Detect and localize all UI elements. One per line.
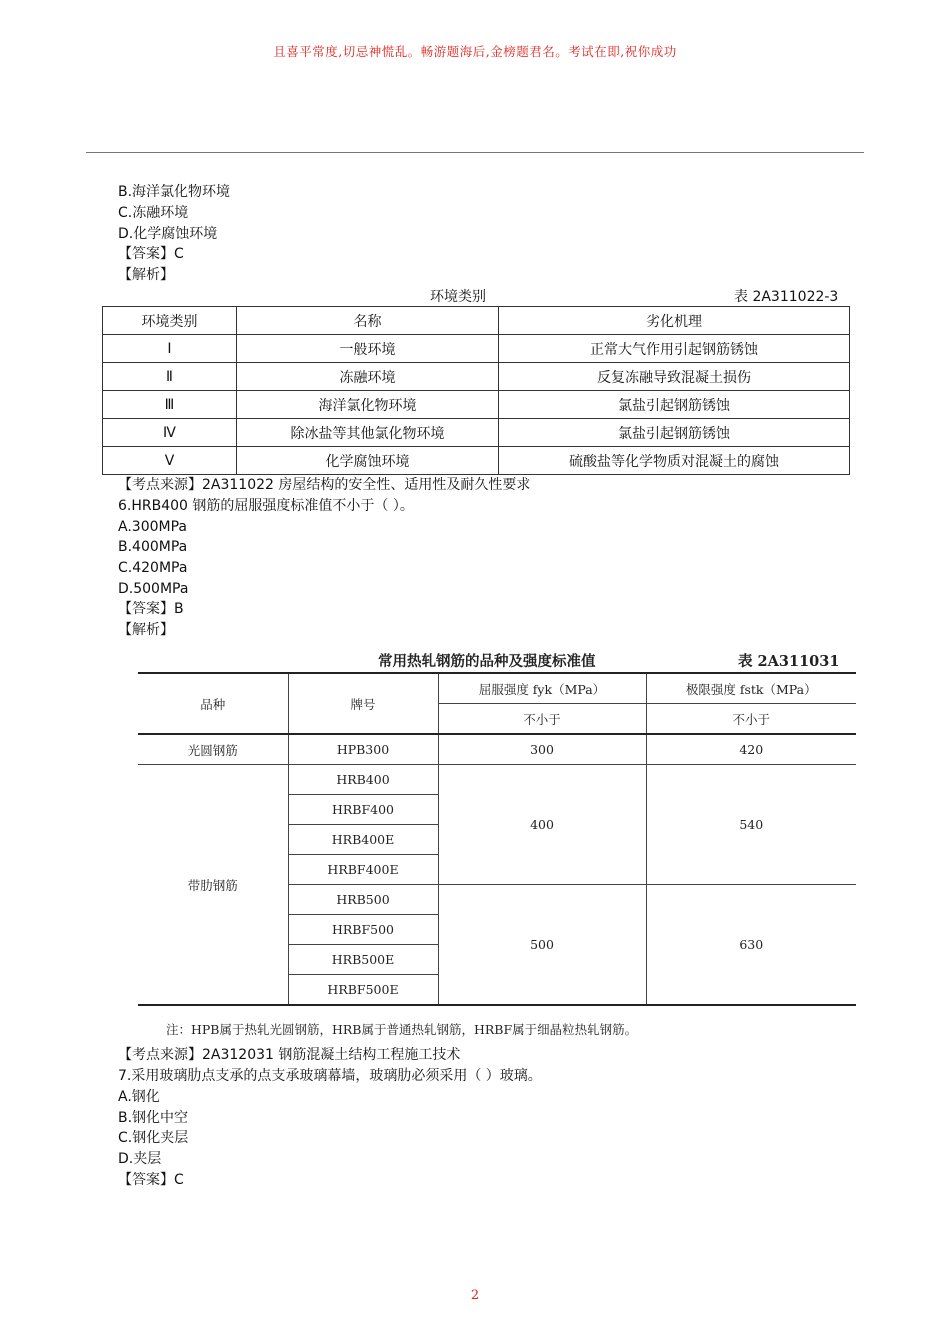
col-header: 环境类别 <box>103 307 237 335</box>
environment-category-table <box>102 306 850 475</box>
q5-source: 【考点来源】2A311022 房屋结构的安全性、适用性及耐久性要求 <box>118 477 531 493</box>
header-divider <box>86 152 864 153</box>
table-row <box>103 335 850 363</box>
q7-question: 7.采用玻璃肋点支承的点支承玻璃幕墙，玻璃肋必须采用（ ）玻璃。 <box>118 1068 542 1084</box>
table-cell: 反复冻融导致混凝土损伤 <box>499 363 850 391</box>
rebar-strength-table <box>138 672 856 1006</box>
table-cell: 除冰盐等其他氯化物环境 <box>237 419 499 447</box>
table-header-row <box>103 307 850 335</box>
table-cell: HRBF400 <box>288 795 438 825</box>
col-header: 劣化机理 <box>499 307 850 335</box>
table-cell: 420 <box>646 734 856 765</box>
table-cell: 海洋氯化物环境 <box>237 391 499 419</box>
q7-answer: 【答案】C <box>118 1172 184 1188</box>
table-cell: 300 <box>438 734 646 765</box>
table-row <box>103 363 850 391</box>
q6-question: 6.HRB400 钢筋的屈服强度标准值不小于（ ）。 <box>118 498 414 514</box>
table-cell: HRBF500 <box>288 915 438 945</box>
page-number: 2 <box>470 1288 480 1303</box>
table-cell: HRB500E <box>288 945 438 975</box>
table-cell: Ⅲ <box>103 391 237 419</box>
table-cell: Ⅳ <box>103 419 237 447</box>
col-header-grade: 牌号 <box>288 673 438 734</box>
header-motto: 且喜平常度,切忌神慌乱。畅游题海后,金榜题君名。考试在即,祝你成功 <box>273 44 677 59</box>
rebar-strength-figure <box>138 644 858 1042</box>
col-header-yield: 屈服强度 fyk（MPa） <box>438 673 646 704</box>
q7-option-c: C.钢化夹层 <box>118 1130 189 1146</box>
q6-option-b: B.400MPa <box>118 539 188 555</box>
q7-option-b: B.钢化中空 <box>118 1110 189 1126</box>
rebar-table-number: 表 2A311031 <box>738 653 840 670</box>
table-cell: 500 <box>438 885 646 1006</box>
table-cell: 630 <box>646 885 856 1006</box>
table-cell: HRBF500E <box>288 975 438 1006</box>
rebar-table-note: 注：HPB属于热轧光圆钢筋，HRB属于普通热轧钢筋，HRBF属于细晶粒热轧钢筋。 <box>166 1022 638 1037</box>
table-row <box>103 391 850 419</box>
table-cell: 化学腐蚀环境 <box>237 447 499 475</box>
q6-option-c: C.420MPa <box>118 560 188 576</box>
table-row <box>103 419 850 447</box>
table-cell: HRB500 <box>288 885 438 915</box>
q6-source: 【考点来源】2A312031 钢筋混凝土结构工程施工技术 <box>118 1047 461 1063</box>
q6-option-d: D.500MPa <box>118 581 189 597</box>
table-row <box>138 734 856 765</box>
col-header-variety: 品种 <box>138 673 288 734</box>
rebar-table-title: 常用热轧钢筋的品种及强度标准值 <box>378 653 596 670</box>
table-header-row <box>138 673 856 704</box>
table-cell: 带肋钢筋 <box>138 765 288 1006</box>
table-cell: 氯盐引起钢筋锈蚀 <box>499 391 850 419</box>
q5-answer: 【答案】C <box>118 246 184 262</box>
table-cell: HRB400 <box>288 765 438 795</box>
table-cell: 硫酸盐等化学物质对混凝土的腐蚀 <box>499 447 850 475</box>
col-header: 名称 <box>237 307 499 335</box>
q5-analysis-label: 【解析】 <box>118 267 174 283</box>
table-row <box>103 447 850 475</box>
table-cell: 氯盐引起钢筋锈蚀 <box>499 419 850 447</box>
col-header-ultimate: 极限强度 fstk（MPa） <box>646 673 856 704</box>
q5-option-b: B.海洋氯化物环境 <box>118 184 231 200</box>
q7-option-d: D.夹层 <box>118 1151 162 1167</box>
table-cell: HRBF400E <box>288 855 438 885</box>
not-less-than-label: 不小于 <box>646 704 856 735</box>
env-table-title: 环境类别 <box>430 289 486 305</box>
env-table-number: 表 2A311022-3 <box>734 289 839 305</box>
q7-option-a: A.钢化 <box>118 1089 160 1105</box>
q6-answer: 【答案】B <box>118 601 184 617</box>
not-less-than-label: 不小于 <box>438 704 646 735</box>
table-cell: 一般环境 <box>237 335 499 363</box>
table-cell: Ⅰ <box>103 335 237 363</box>
table-cell: 540 <box>646 765 856 885</box>
table-cell: 400 <box>438 765 646 885</box>
table-cell: Ⅱ <box>103 363 237 391</box>
q6-analysis-label: 【解析】 <box>118 622 174 638</box>
q5-option-d: D.化学腐蚀环境 <box>118 226 218 242</box>
table-cell: HRB400E <box>288 825 438 855</box>
q6-option-a: A.300MPa <box>118 519 187 535</box>
table-cell: 光圆钢筋 <box>138 734 288 765</box>
table-cell: Ⅴ <box>103 447 237 475</box>
table-row <box>138 765 856 795</box>
table-cell: 冻融环境 <box>237 363 499 391</box>
table-cell: HPB300 <box>288 734 438 765</box>
q5-option-c: C.冻融环境 <box>118 205 189 221</box>
table-cell: 正常大气作用引起钢筋锈蚀 <box>499 335 850 363</box>
